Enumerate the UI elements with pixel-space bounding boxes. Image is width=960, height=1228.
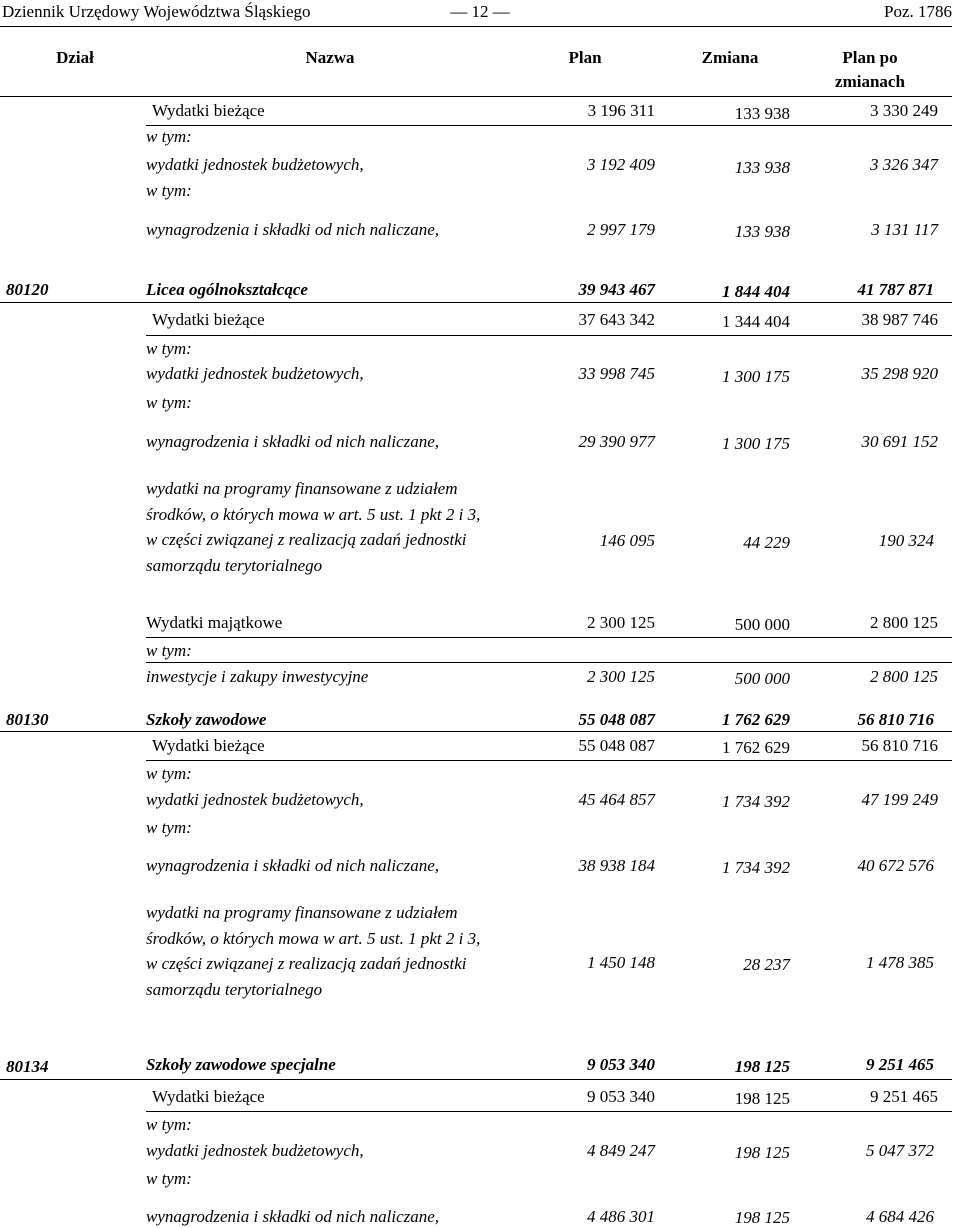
value-plan: 2 997 179	[587, 220, 655, 239]
value-plan: 9 053 340	[587, 1055, 655, 1074]
value-zmiana: 1 300 175	[722, 434, 790, 453]
value-zmiana: 133 938	[734, 158, 790, 177]
value-plan: 4 486 301	[587, 1207, 655, 1226]
row-rule	[146, 1111, 952, 1112]
row-rule	[146, 335, 952, 336]
value-zmiana: 198 125	[734, 1057, 790, 1076]
row-label: Wydatki bieżące	[152, 101, 265, 120]
in-which-label: w tym:	[146, 393, 192, 412]
value-plan-po: 190 324	[878, 531, 934, 550]
section-code: 80130	[6, 710, 49, 729]
section-name: Licea ogólnokształcące	[146, 280, 308, 299]
value-zmiana: 198 125	[734, 1089, 790, 1108]
row-label: wydatki jednostek budżetowych,	[146, 155, 364, 174]
row-label-programs: wydatki na programy finansowane z udziałem środków, o których mowa w art. 5 ust. 1 pkt 2 i 3, w części związanej z realizacją zadań jednostki samorządu terytorialnego	[146, 479, 481, 575]
row-rule	[146, 760, 952, 761]
value-plan-po: 1 478 385	[866, 953, 934, 972]
col-plan-po-2: zmianach	[835, 72, 905, 91]
page-number: — 12 —	[450, 2, 510, 21]
value-zmiana: 133 938	[734, 222, 790, 241]
value-zmiana: 44 229	[743, 533, 790, 552]
value-plan: 9 053 340	[587, 1087, 655, 1106]
row-label: Wydatki bieżące	[152, 736, 265, 755]
in-which-label: w tym:	[146, 764, 192, 783]
in-which-label: w tym:	[146, 127, 192, 146]
value-plan: 29 390 977	[578, 432, 655, 451]
value-plan: 3 196 311	[587, 101, 655, 120]
row-label: wynagrodzenia i składki od nich naliczane,	[146, 1207, 440, 1226]
value-zmiana: 1 762 629	[722, 738, 790, 757]
in-which-label: w tym:	[146, 181, 192, 200]
value-plan: 37 643 342	[578, 310, 655, 329]
value-zmiana: 1 734 392	[722, 792, 790, 811]
col-dzial: Dział	[56, 48, 94, 67]
value-plan-po: 4 684 426	[866, 1207, 934, 1226]
journal-title: Dziennik Urzędowy Województwa Śląskiego	[2, 2, 311, 21]
value-plan: 1 450 148	[587, 953, 655, 972]
value-plan-po: 9 251 465	[870, 1087, 938, 1106]
value-plan-po: 41 787 871	[857, 280, 934, 299]
value-plan-po: 35 298 920	[861, 364, 938, 383]
section-code: 80120	[6, 280, 49, 299]
row-label: Wydatki majątkowe	[146, 613, 283, 632]
value-zmiana: 1 762 629	[722, 710, 790, 729]
value-plan: 45 464 857	[578, 790, 655, 809]
section-name: Szkoły zawodowe	[146, 710, 267, 729]
value-zmiana: 500 000	[734, 615, 790, 634]
row-rule	[146, 125, 952, 126]
value-plan: 2 300 125	[587, 667, 655, 686]
row-label: inwestycje i zakupy inwestycyjne	[146, 667, 369, 686]
value-plan: 4 849 247	[587, 1141, 655, 1160]
section-name: Szkoły zawodowe specjalne	[146, 1055, 336, 1074]
row-rule	[146, 637, 952, 638]
value-zmiana: 133 938	[734, 104, 790, 123]
value-plan: 146 095	[599, 531, 655, 550]
section-rule	[0, 302, 952, 303]
in-which-label: w tym:	[146, 1169, 192, 1188]
col-zmiana: Zmiana	[701, 48, 759, 67]
value-plan-po: 30 691 152	[861, 432, 938, 451]
value-plan: 55 048 087	[578, 736, 655, 755]
row-label: wydatki jednostek budżetowych,	[146, 364, 364, 383]
row-label: wynagrodzenia i składki od nich naliczane,	[146, 432, 440, 451]
value-plan-po: 3 131 117	[871, 220, 938, 239]
row-label: wynagrodzenia i składki od nich naliczane,	[146, 856, 440, 875]
value-zmiana: 1 734 392	[722, 858, 790, 877]
value-plan-po: 3 330 249	[870, 101, 938, 120]
value-zmiana: 500 000	[734, 669, 790, 688]
value-zmiana: 1 344 404	[722, 312, 790, 331]
value-plan: 39 943 467	[578, 280, 655, 299]
value-plan: 3 192 409	[587, 155, 655, 174]
value-plan-po: 56 810 716	[861, 736, 938, 755]
row-label: wydatki jednostek budżetowych,	[146, 790, 364, 809]
section-code: 80134	[6, 1057, 49, 1076]
value-plan-po: 56 810 716	[857, 710, 934, 729]
row-label: wynagrodzenia i składki od nich naliczane,	[146, 220, 440, 239]
table-header-rule	[0, 96, 952, 97]
value-plan: 2 300 125	[587, 613, 655, 632]
row-label: Wydatki bieżące	[152, 1087, 265, 1106]
value-plan-po: 3 326 347	[870, 155, 938, 174]
section-rule	[0, 731, 952, 732]
value-zmiana: 198 125	[734, 1143, 790, 1162]
in-which-label: w tym:	[146, 641, 192, 660]
value-plan-po: 38 987 746	[861, 310, 938, 329]
value-zmiana: 28 237	[743, 955, 790, 974]
col-plan: Plan	[568, 48, 602, 67]
value-plan: 38 938 184	[578, 856, 655, 875]
value-plan: 33 998 745	[578, 364, 655, 383]
value-plan-po: 5 047 372	[866, 1141, 934, 1160]
value-zmiana: 1 300 175	[722, 367, 790, 386]
in-which-label: w tym:	[146, 339, 192, 358]
value-plan-po: 40 672 576	[857, 856, 934, 875]
in-which-label: w tym:	[146, 1115, 192, 1134]
col-plan-po: Plan po	[842, 48, 898, 67]
col-nazwa: Nazwa	[305, 48, 355, 67]
value-plan-po: 2 800 125	[870, 613, 938, 632]
value-plan-po: 47 199 249	[861, 790, 938, 809]
value-plan: 55 048 087	[578, 710, 655, 729]
value-plan-po: 2 800 125	[870, 667, 938, 686]
section-rule	[0, 1079, 952, 1080]
value-zmiana: 198 125	[734, 1208, 790, 1227]
value-zmiana: 1 844 404	[722, 282, 790, 301]
header-rule	[0, 26, 952, 27]
row-label: wydatki jednostek budżetowych,	[146, 1141, 364, 1160]
row-label: Wydatki bieżące	[152, 310, 265, 329]
row-label-programs: wydatki na programy finansowane z udziałem środków, o których mowa w art. 5 ust. 1 pkt 2 i 3, w części związanej z realizacją zadań jednostki samorządu terytorialnego	[146, 903, 481, 999]
in-which-label: w tym:	[146, 818, 192, 837]
position-number: Poz. 1786	[884, 2, 952, 21]
row-rule	[146, 662, 952, 663]
value-plan-po: 9 251 465	[866, 1055, 934, 1074]
